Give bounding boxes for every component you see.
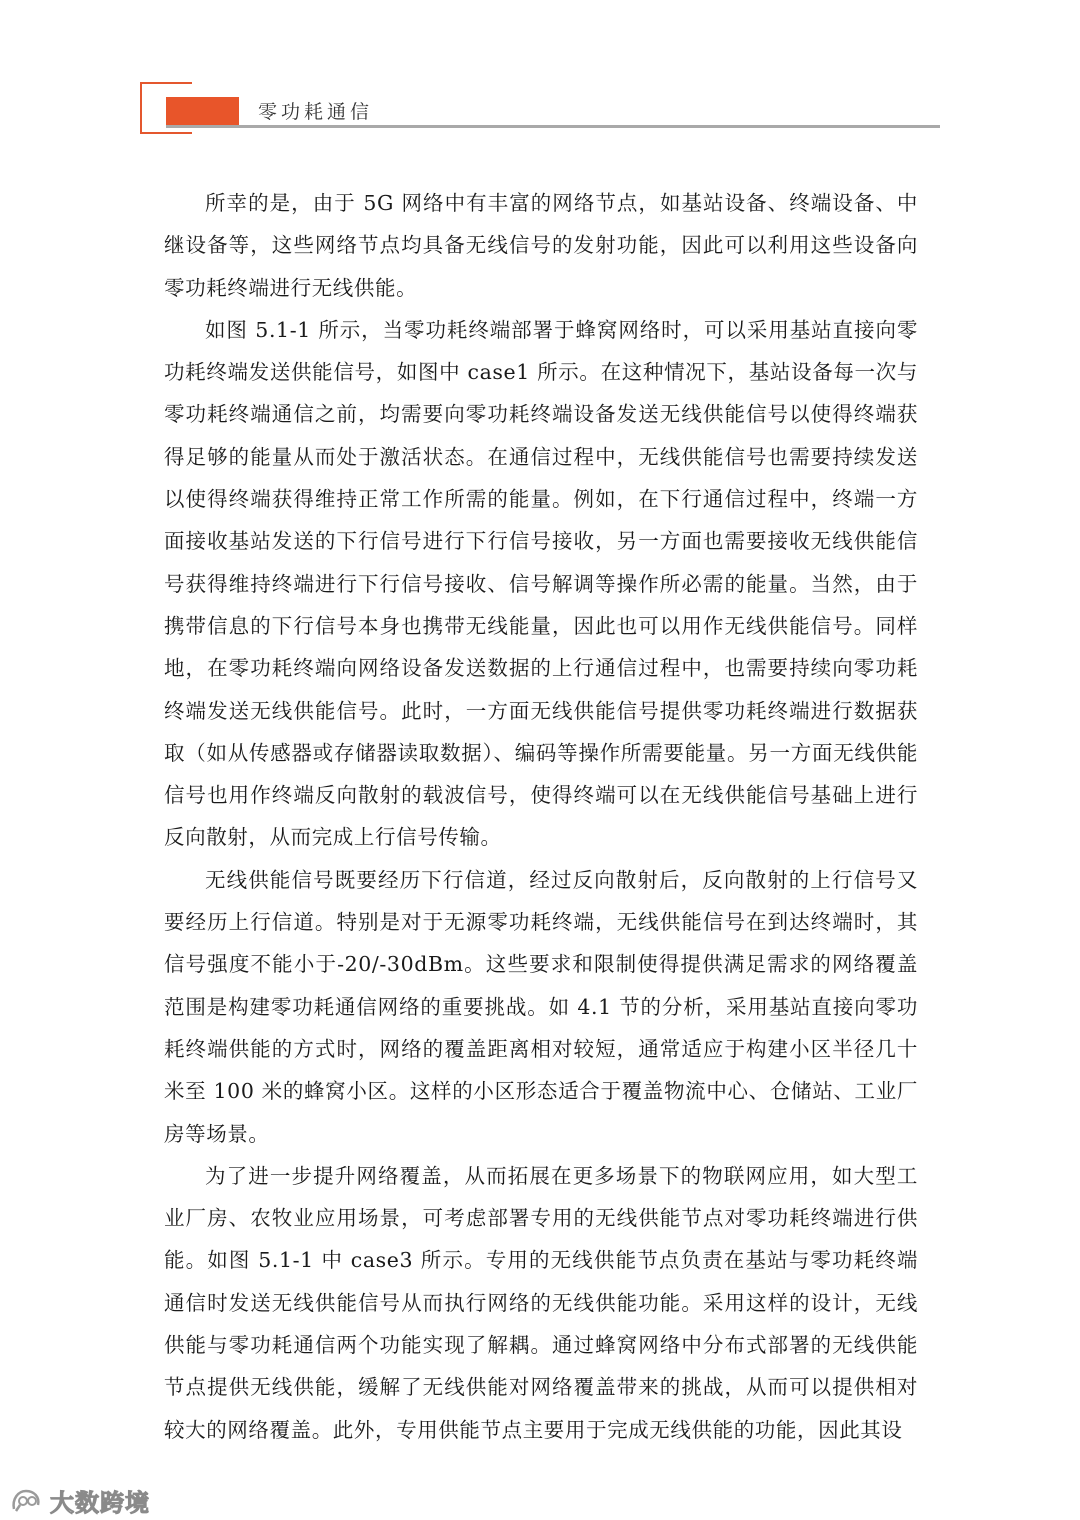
watermark xyxy=(10,1482,150,1518)
watermark-logo-icon xyxy=(10,1485,44,1515)
header-accent-block xyxy=(166,97,239,127)
watermark-text: 大数跨境 xyxy=(50,1488,150,1517)
paragraph: 无线供能信号既要经历下行信道，经过反向散射后，反向散射的上行信号又要经历上行信道。特别是对于无源零功耗终端，无线供能信号在到达终端时，其信号强度不能小于-20/-30dBm。这些要求和限制使得提供满足需求的网络覆盖范围是构建零功耗通信网络的重要挑战。如 4.1 节的分析，采用基站直接向零功耗终端供能的方式时，网络的覆盖距离相对较短，通常适应于构建小区半径几十米至 100 米的蜂窝小区。这样的小区形态适合于覆盖物流中心、仓储站、工业厂房等场景。 xyxy=(164,867,918,1146)
body-text xyxy=(164,182,918,1451)
paragraph: 所幸的是，由于 5G 网络中有丰富的网络节点，如基站设备、终端设备、中继设备等，这些网络节点均具备无线信号的发射功能，因此可以利用这些设备向零功耗终端进行无线供能。 xyxy=(164,191,918,300)
page-header xyxy=(0,0,1080,150)
paragraph: 如图 5.1-1 所示，当零功耗终端部署于蜂窝网络时，可以采用基站直接向零功耗终端发送供能信号，如图中 case1 所示。在这种情况下，基站设备每一次与零功耗终端通信之前，均需要向零功耗终端设备发送无线供能信号以使得终端获得足够的能量从而处于激活状态。在通信过程中，无线供能信号也需要持续发送以使得终端获得维持正常工作所需的能量。例如，在下行通信过程中，终端一方面接收基站发送的下行信号进行下行信号接收，另一方面也需要接收无线供能信号获得维持终端进行下行信号接收、信号解调等操作所必需的能量。当然，由于携带信息的下行信号本身也携带无线能量，因此也可以用作无线供能信号。同样地，在零功耗终端向网络设备发送数据的上行通信过程中，也需要持续向零功耗终端发送无线供能信号。此时，一方面无线供能信号提供零功耗终端进行数据获取（如从传感器或存储器读取数据）、编码等操作所需要能量。另一方面无线供能信号也用作终端反向散射的载波信号，使得终端可以在无线供能信号基础上进行反向散射，从而完成上行信号传输。 xyxy=(164,317,918,850)
running-title: 零功耗通信 xyxy=(258,101,374,123)
header-rule xyxy=(166,125,940,128)
paragraph: 为了进一步提升网络覆盖，从而拓展在更多场景下的物联网应用，如大型工业厂房、农牧业应用场景，可考虑部署专用的无线供能节点对零功耗终端进行供能。如图 5.1-1 中 case3 所示。专用的无线供能节点负责在基站与零功耗终端通信时发送无线供能信号从而执行网络的无线供能功能。采用这样的设计，无线供能与零功耗通信两个功能实现了解耦。通过蜂窝网络中分布式部署的无线供能节点提供无线供能，缓解了无线供能对网络覆盖带来的挑战，从而可以提供相对较大的网络覆盖。此外，专用供能节点主要用于完成无线供能的功能，因此其设 xyxy=(164,1163,918,1442)
